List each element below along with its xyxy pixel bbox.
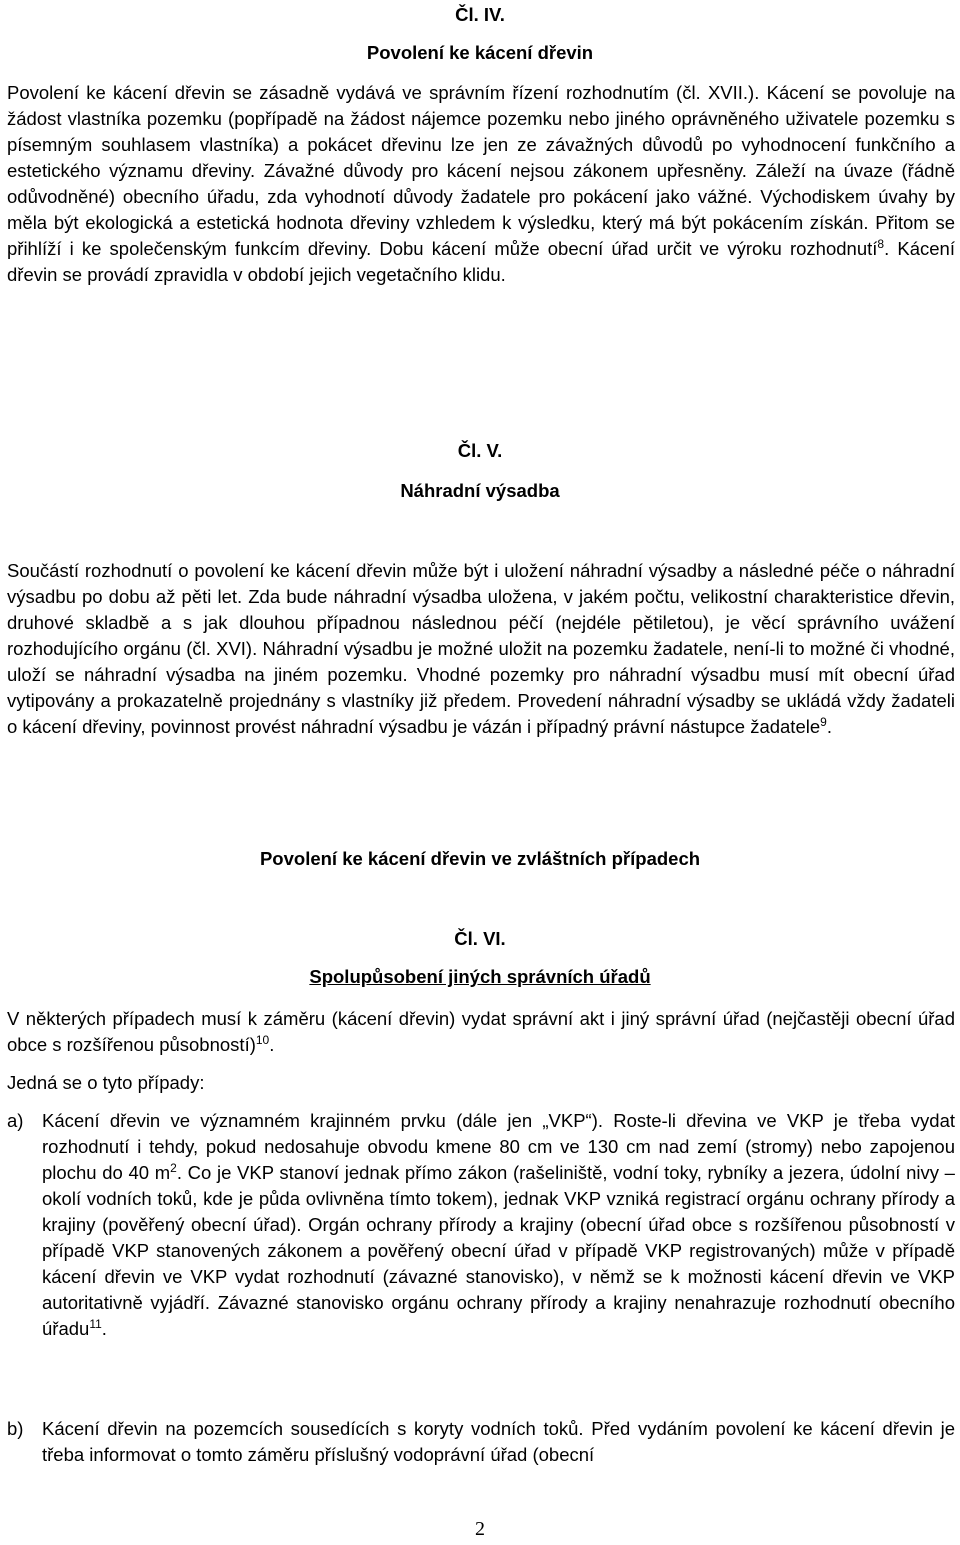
footnote-ref: 8 [877,237,885,251]
article-number: Čl. V. [457,440,503,461]
list-intro: Jedná se o tyto případy: [7,1072,205,1093]
list-item-text [42,1108,955,1342]
section-heading: Povolení ke kácení dřevin ve zvláštních případech [259,848,701,869]
footnote-ref: 11 [89,1317,102,1331]
paragraph-text: Součástí rozhodnutí o povolení ke kácení dřevin může být i uložení náhradní výsadby a následné péče o náhradní výsadbu po dobu až pěti let. Zda bude náhradní výsadba uložena, v jakém počtu, velikostní charakteristice dřevin, druhové skladbě a s jak dlouhou případnou následnou péčí (nejdéle pětiletou), je věcí správního uvážení rozhodujícího orgánu (čl. XVI). Náhradní výsadbu je možné uložit na pozemku žadatele, není-li to možné či vhodné, uloží se náhradní výsadba na jiném pozemku. Vhodné pozemky pro náhradní výsadbu musí mít obecní úřad vytipovány a prokazatelně projednány s vlastníky již předem. Provedení náhradní výsadby se ukládá vždy žadateli o kácení dřeviny, povinnost provést náhradní výsadbu je vázán i případný právní nástupce žadatele [7,560,955,737]
paragraph-text: . [269,1034,275,1055]
article-number: Čl. IV. [455,4,505,25]
list-item-a [7,1108,955,1342]
paragraph-text: . Kácení dřevin se provádí zpravidla v období jejich vegetačního klidu. [7,238,955,285]
list-text: Kácení dřevin na pozemcích sousedících s koryty vodních toků. Před vydáním povolení ke kácení dřevin je třeba informovat o tomto záměru příslušný vodoprávní úřad (obecní [42,1418,955,1465]
list-item-text [42,1416,955,1468]
paragraph-intro [7,1006,955,1058]
footnote-ref: 9 [820,715,827,729]
paragraph-nahradni-vysadba [7,558,955,740]
paragraph-text: . [826,716,832,737]
list-item-b [7,1416,955,1468]
section-heading: Náhradní výsadba [400,480,560,501]
article-number: Čl. VI. [454,928,506,949]
paragraph-povoleni [7,80,955,288]
superscript: 2 [170,1161,177,1175]
paragraph-text: Povolení ke kácení dřevin se zásadně vydává ve správním řízení rozhodnutím (čl. XVII.). Kácení se povoluje na žádost vlastníka pozemku (popřípadě na žádost nájemce pozemku nebo jiného oprávněného uživatele pozemku s písemným souhlasem vlastníka) a pokácet dřevinu lze jen ze závažných důvodů po vyhodnocení funkčního a estetického významu dřeviny. Závažné důvody pro kácení nejsou zákonem upřesněny. Záleží na úvaze (řádně odůvodněné) obecního úřadu, zda vyhodnotí důvody žadatele pro pokácení jako vážné. Východiskem úvahy by měla být ekologická a estetická hodnota dřeviny vzhledem k výsledku, který má být pokácením získán. Přitom se přihlíží i ke společenským funkcím dřeviny. Dobu kácení může obecní úřad určit ve výroku rozhodnutí [7,82,955,259]
list-label: b) [7,1418,24,1439]
footnote-ref: 10 [255,1033,270,1047]
list-text: . Co je VKP stanoví jednak přímo zákon (rašeliniště, vodní toky, rybníky a jezera, údolní nivy – okolí vodních toků, kde je půda ovlivněna tímto tokem), jednak VKP vzniká registrací orgánu ochrany přírody a krajiny (pověřený obecní úřad). Orgán ochrany přírody a krajiny (obecní úřad obce s rozšířenou působností v případě VKP stanovených zákonem a pověřený obecní úřad v případě VKP registrovaných) může v případě kácení dřevin ve VKP vydat rozhodnutí (závazné stanovisko), v němž se k možnosti kácení dřevin ve VKP autoritativně vyjádří. Závazné stanovisko orgánu ochrany přírody a krajiny nenahrazuje rozhodnutí obecního úřadu [42,1162,955,1339]
section-heading: Spolupůsobení jiných správních úřadů [309,966,651,987]
section-heading: Povolení ke kácení dřevin [366,42,594,63]
list-label: a) [7,1110,24,1131]
list-text: . [101,1318,107,1339]
list-text: Kácení dřevin ve významném krajinném prvku (dále jen „VKP“). Roste-li dřevina ve VKP je třeba vydat rozhodnutí i tehdy, pokud nedosahuje obvodu kmene 80 cm ve 130 cm nad zemí (stromy) nebo zapojenou plochu do 40 m [42,1110,955,1183]
page-number: 2 [475,1518,485,1540]
paragraph-text: V některých případech musí k záměru (kácení dřevin) vydat správní akt i jiný správní úřad (nejčastěji obecní úřad obce s rozšířenou působností) [7,1008,955,1055]
